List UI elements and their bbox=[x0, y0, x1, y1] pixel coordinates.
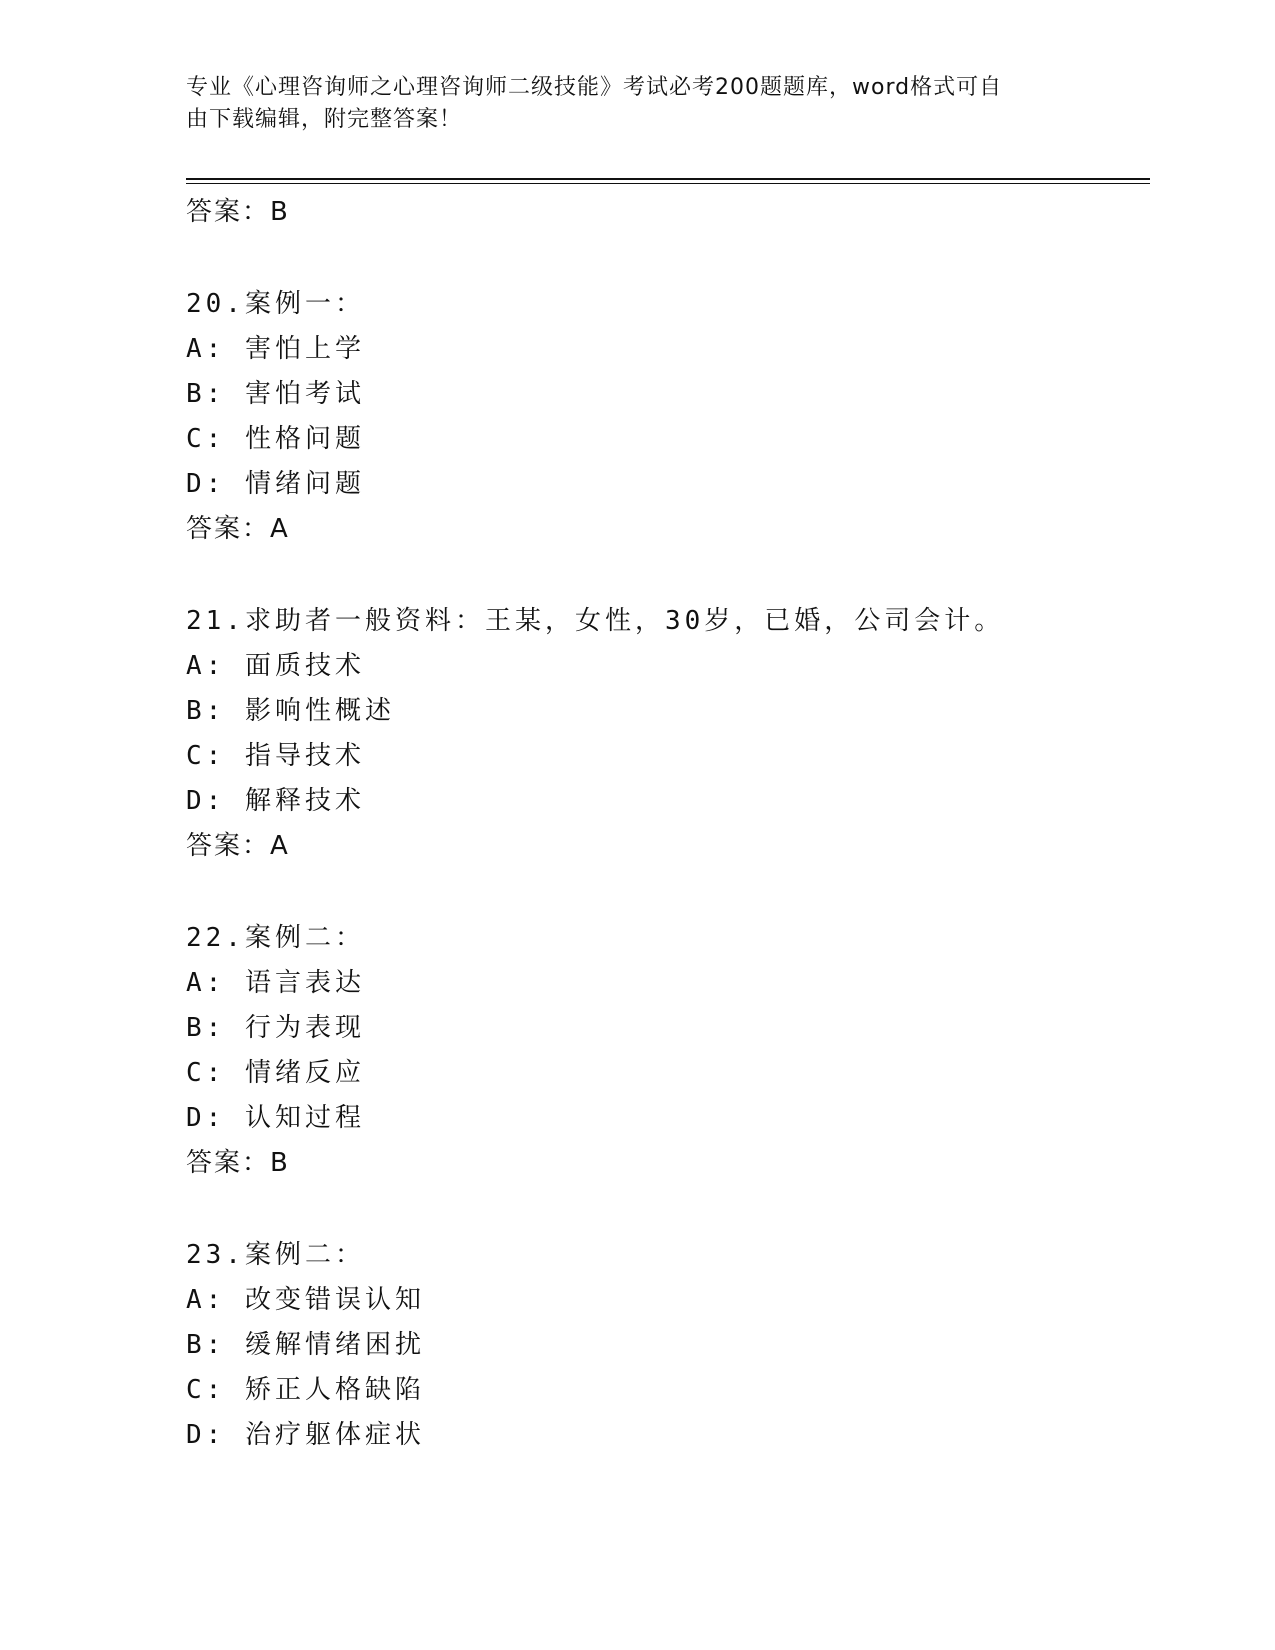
spacer bbox=[186, 552, 1150, 599]
option-b: B: 影响性概述 bbox=[186, 696, 395, 726]
option-d: D: 治疗躯体症状 bbox=[186, 1420, 425, 1450]
header-line-2: 由下载编辑，附完整答案！ bbox=[186, 107, 463, 132]
option-c: C: 指导技术 bbox=[186, 741, 365, 771]
question-title: 20.案例一： bbox=[186, 289, 365, 319]
option-d: D: 认知过程 bbox=[186, 1103, 365, 1133]
header-divider-thin bbox=[186, 183, 1150, 184]
spacer bbox=[186, 1186, 1150, 1233]
question-title: 23.案例二： bbox=[186, 1240, 365, 1270]
option-a: A: 害怕上学 bbox=[186, 334, 365, 364]
question-answer: 答案：A bbox=[186, 514, 290, 544]
header-divider-thick bbox=[186, 178, 1150, 180]
question-answer: 答案：A bbox=[186, 831, 290, 861]
question-23 bbox=[186, 1233, 1150, 1458]
option-c: C: 矫正人格缺陷 bbox=[186, 1375, 425, 1405]
question-title: 21.求助者一般资料：王某，女性，30岁，已婚，公司会计。 bbox=[186, 606, 1005, 636]
option-d: D: 情绪问题 bbox=[186, 469, 365, 499]
question-20 bbox=[186, 282, 1150, 552]
option-d: D: 解释技术 bbox=[186, 786, 365, 816]
spacer bbox=[186, 235, 1150, 282]
option-b: B: 害怕考试 bbox=[186, 379, 365, 409]
previous-answer: 答案：B bbox=[186, 197, 290, 227]
question-title: 22.案例二： bbox=[186, 923, 365, 953]
option-b: B: 行为表现 bbox=[186, 1013, 365, 1043]
header-line-1: 专业《心理咨询师之心理咨询师二级技能》考试必考200题题库，word格式可自 bbox=[186, 75, 1003, 100]
question-21 bbox=[186, 599, 1150, 869]
option-c: C: 性格问题 bbox=[186, 424, 365, 454]
question-22 bbox=[186, 916, 1150, 1186]
spacer bbox=[186, 869, 1150, 916]
question-answer: 答案：B bbox=[186, 1148, 290, 1178]
option-b: B: 缓解情绪困扰 bbox=[186, 1330, 425, 1360]
option-c: C: 情绪反应 bbox=[186, 1058, 365, 1088]
option-a: A: 改变错误认知 bbox=[186, 1285, 425, 1315]
document-body bbox=[186, 190, 1150, 1458]
option-a: A: 面质技术 bbox=[186, 651, 365, 681]
document-header bbox=[186, 72, 1066, 136]
option-a: A: 语言表达 bbox=[186, 968, 365, 998]
